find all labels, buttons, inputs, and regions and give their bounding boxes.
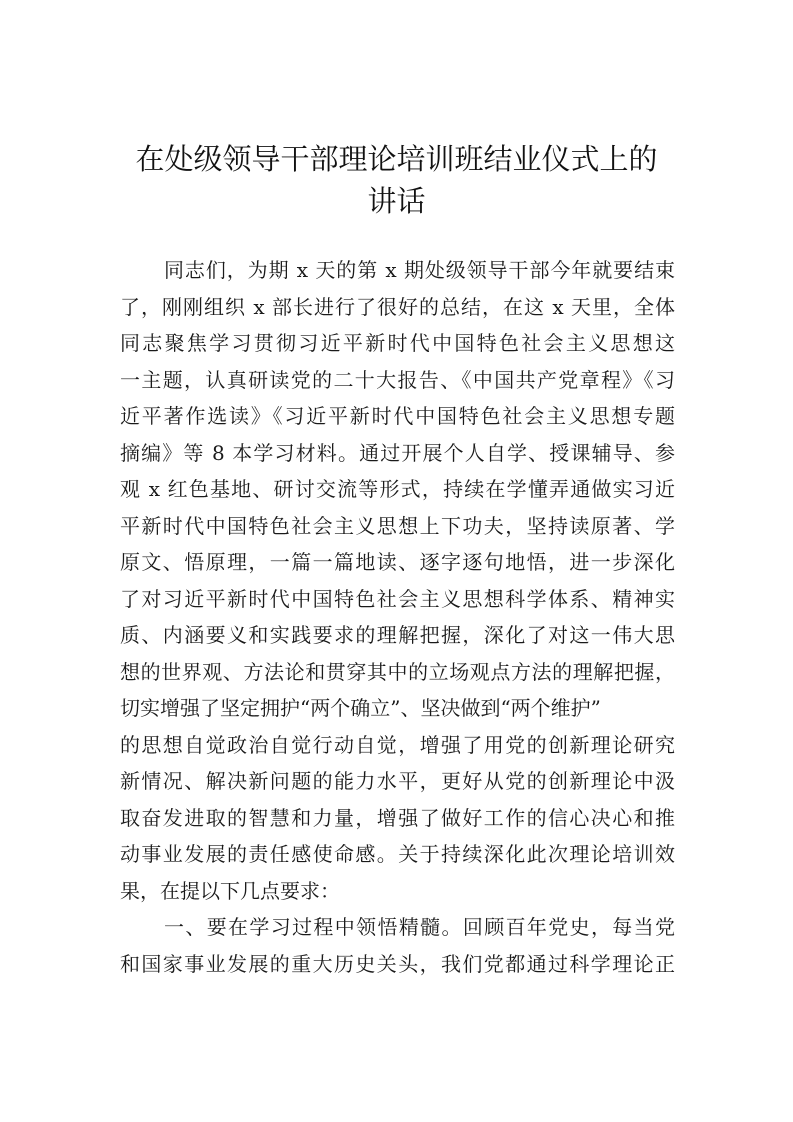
text-line: 切实增强了坚定拥护“两个确立”、坚决做到“两个维护” [120,696,601,720]
text-line: 和国家事业发展的重大历史关头，我们党都通过科学理论正 [120,951,675,976]
text-line: 的思想自觉政治自觉行动自觉，增强了用党的创新理论研究 [120,732,675,757]
text-line: 一、要在学习过程中领悟精髓。回顾百年党史，每当党 [164,915,675,939]
text-line: 观 x 红色基地、研讨交流等形式，持续在学懂弄通做实习近 [120,477,675,501]
document-body [120,252,675,982]
title-line-2: 讲话 [367,184,426,218]
text-line: 质、内涵要义和实践要求的理解把握，深化了对这一伟大思 [120,623,675,647]
text-line: 动事业发展的责任感使命感。关于持续深化此次理论培训效 [120,842,675,866]
text-line: 取奋发进取的智慧和力量，增强了做好工作的信心决心和推 [120,805,675,830]
paragraph-point-one [120,909,675,982]
text-line: 果，在提以下几点要求： [120,878,340,903]
text-line: 新情况、解决新问题的能力水平，更好从党的创新理论中汲 [120,769,675,793]
text-line: 摘编》等 8 本学习材料。通过开展个人自学、授课辅导、参 [120,440,675,465]
text-line: 了，刚刚组织 x 部长进行了很好的总结，在这 x 天里，全体 [120,294,675,319]
text-line: 同志聚焦学习贯彻习近平新时代中国特色社会主义思想这 [120,331,675,355]
paragraph-opening [120,252,675,909]
text-line: 原文、悟原理，一篇一篇地读、逐字逐句地悟，进一步深化 [120,550,675,574]
document-title [100,138,693,222]
title-line-1: 在处级领导干部理论培训班结业仪式上的 [135,142,658,176]
text-line: 同志们，为期 x 天的第 x 期处级领导干部今年就要结束 [164,258,675,282]
text-line: 了对习近平新时代中国特色社会主义思想科学体系、精神实 [120,586,675,611]
text-line: 想的世界观、方法论和贯穿其中的立场观点方法的理解把握， [120,659,675,684]
text-line: 一主题，认真研读党的二十大报告、《中国共产党章程》《习 [120,367,675,392]
text-line: 近平著作选读》《习近平新时代中国特色社会主义思想专题 [120,404,675,428]
text-line: 平新时代中国特色社会主义思想上下功夫，坚持读原著、学 [120,513,675,538]
